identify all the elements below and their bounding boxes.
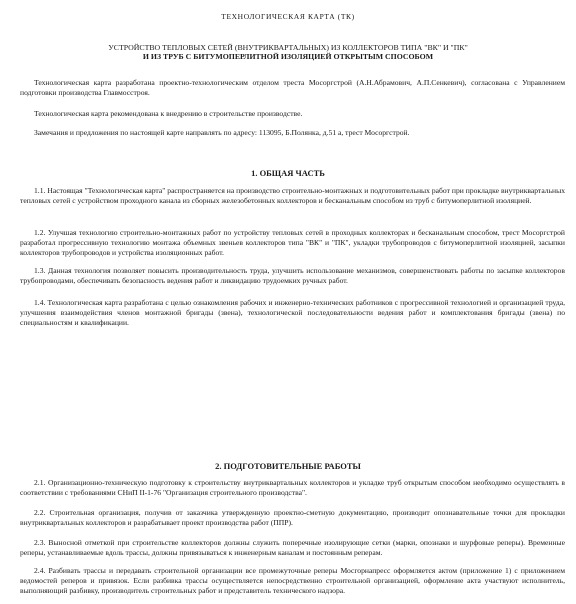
section1-paragraph-1: 1.1. Настоящая "Технологическая карта" распространяется на производство строительно-монтажных и подготовительных работ при прокладке внутриквартальных тепловых сетей с устройством проходного канала из сборных железобетонных коллекторов и бесканальным способом из труб с битумоперлитной изоляцией. [20,186,565,206]
document-subtitle-line2: И ИЗ ТРУБ С БИТУМОПЕРЛИТНОЙ ИЗОЛЯЦИЕЙ ОТКРЫТЫМ СПОСОБОМ [142,52,434,61]
section2-heading: 2. ПОДГОТОВИТЕЛЬНЫЕ РАБОТЫ [215,461,361,471]
intro-paragraph-2: Технологическая карта рекомендована к внедрению в строительстве производстве. [34,109,303,118]
document-title: ТЕХНОЛОГИЧЕСКАЯ КАРТА (ТК) [221,12,355,21]
section2-paragraph-3: 2.3. Выносной отметкой при строительстве коллекторов должны служить поперечные изолирующие сетки (марки, опознаки и шурфовые реперы). Временные реперы, устанавливаемые вдоль трассы, должны привязываться к инженерным каналам и постоянным реперам. [20,538,565,558]
document-subtitle-line1: УСТРОЙСТВО ТЕПЛОВЫХ СЕТЕЙ (ВНУТРИКВАРТАЛЬНЫХ) ИЗ КОЛЛЕКТОРОВ ТИПА "ВК" И "ПК" [108,43,468,52]
section2-paragraph-1: 2.1. Организационно-техническую подготовку к строительству внутриквартальных коллекторов и укладке труб открытым способом необходимо осуществлять в соответствии с требованиями СНиП II-1-76 "Организация строительного производства". [20,478,565,498]
intro-paragraph-3: Замечания и предложения по настоящей карте направлять по адресу: 113095, Б.Полянка, д.51 а, трест Мосоргстрой. [34,128,410,137]
section2-paragraph-2: 2.2. Строительная организация, получив от заказчика утвержденную проектно-сметную документацию, производит опознавательные точки для прокладки внутриквартальных коллекторов и разрабатывает проект производства работ (ППР). [20,508,565,528]
section1-heading: 1. ОБЩАЯ ЧАСТЬ [251,168,325,178]
section1-paragraph-2: 1.2. Улучшая технологию строительно-монтажных работ по устройству тепловых сетей в проходных коллекторах и бесканальным способом, трест Мосоргстрой разработал прогрессивную технологию монтажа объемных звеньев коллекторов типа "ВК" и "ПК", укладки трубопроводов с битумоперлитной изоляцией, засыпки коллекторов трубопроводов и устройства изоляционных работ. [20,228,565,258]
section2-paragraph-4: 2.4. Разбивать трассы и передавать строительной организации все промежуточные реперы Мосгорнапресс оформляется актом (приложение 1) с приложением ведомостей реперов и привязок. Если разбивка трассы осуществляется непосредственно строительной организацией, оформление акта участвуют исполнитель, выполняющий разбивку, производитель строительных работ и представитель технического надзора. [20,566,565,596]
section1-paragraph-3: 1.3. Данная технология позволяет повысить производительность труда, улучшить использование механизмов, совершенствовать работы по засыпке коллекторов трубопроводами, обеспечивать безопасность ведения работ и ликвидацию трудоемких ручных работ. [20,266,565,286]
section1-paragraph-4: 1.4. Технологическая карта разработана с целью ознакомления рабочих и инженерно-технических работников с прогрессивной технологией и организацией труда, улучшения взаимодействия членов монтажной бригады (звена), технологической последовательности ведения работ и комплектования бригады (звена) по специальностям и квалификации. [20,298,565,328]
intro-paragraph-1: Технологическая карта разработана проектно-технологическим отделом треста Мосоргстрой (А.Н.Абрамович, А.П.Сенкевич), согласована с Управлением подготовки производства Главмосстроя. [20,78,565,98]
